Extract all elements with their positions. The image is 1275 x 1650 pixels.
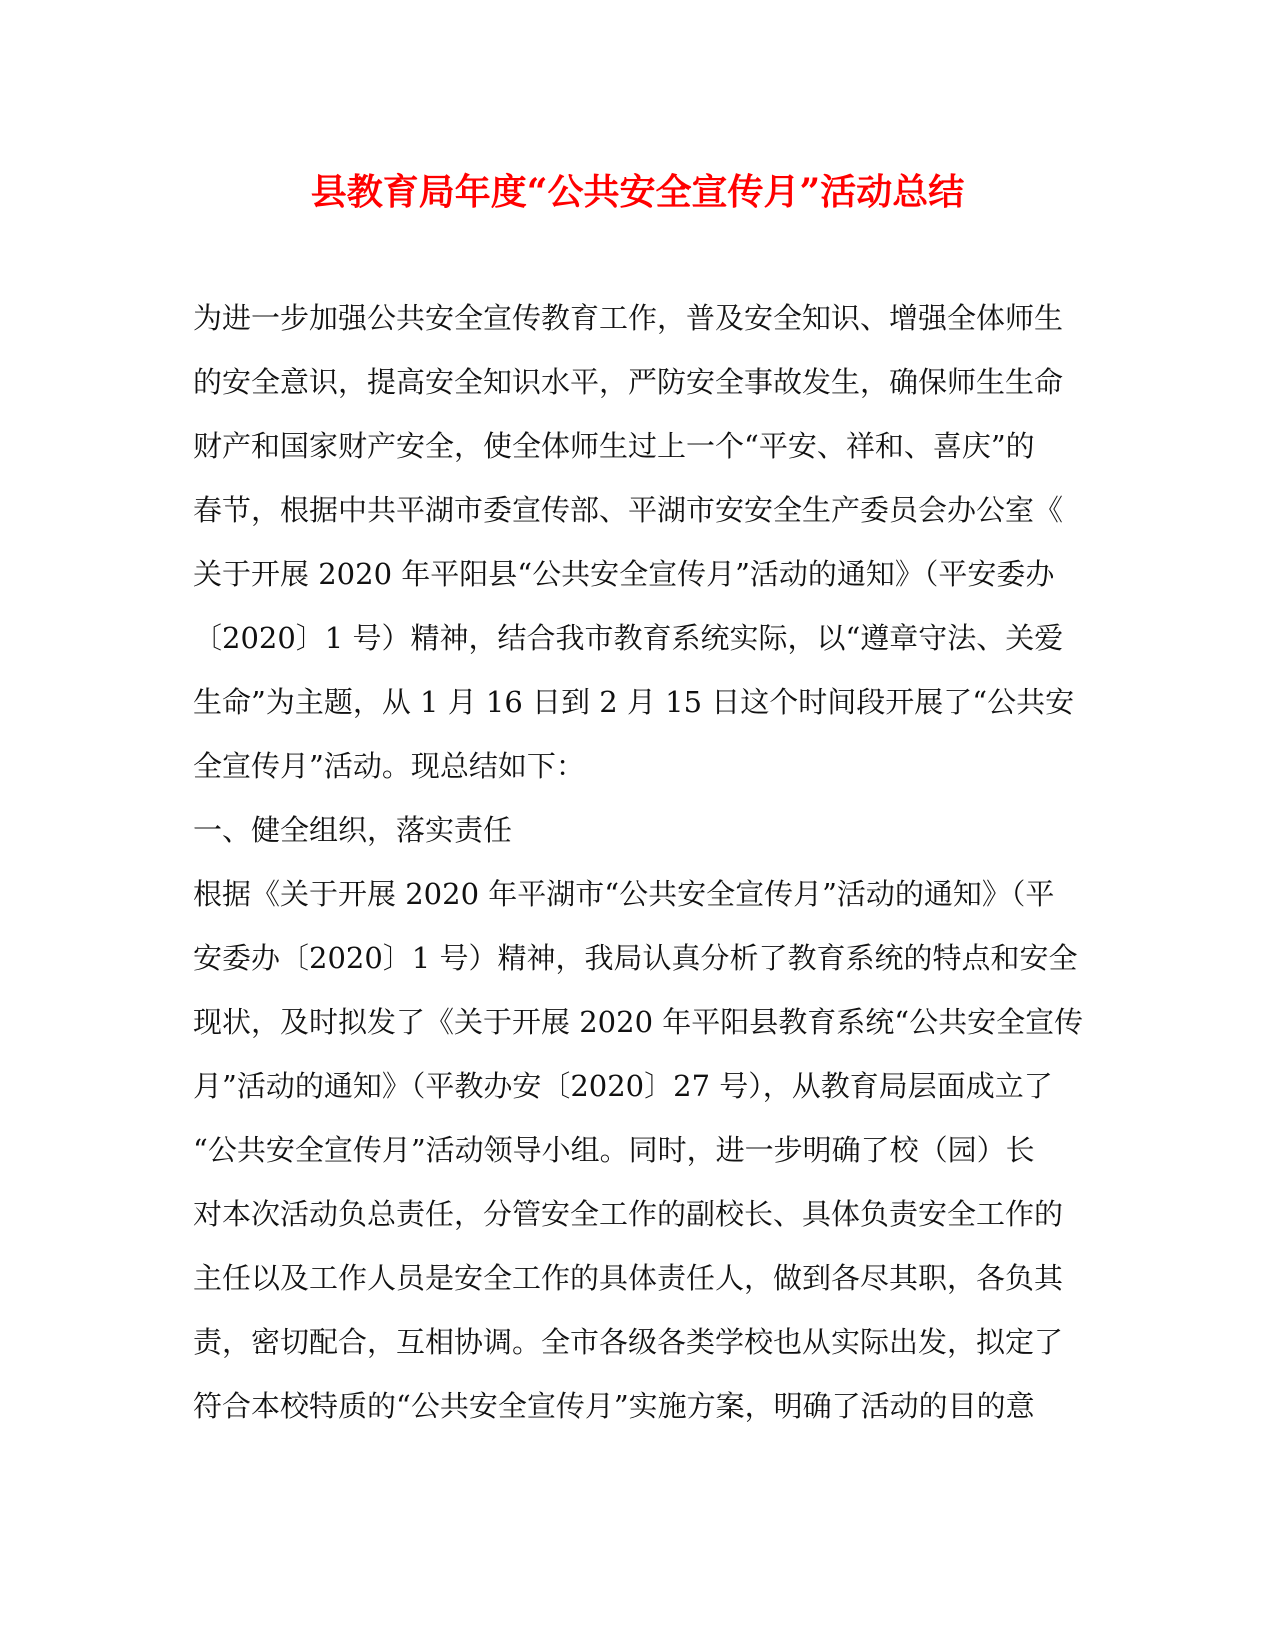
body-line: 生命”为主题，从 1 月 16 日到 2 月 15 日这个时间段开展了“公共安 (193, 685, 1075, 719)
body-line: 全宣传月”活动。现总结如下： (193, 749, 585, 783)
body-line: 为进一步加强公共安全宣传教育工作，普及安全知识、增强全体师生 (193, 301, 1064, 335)
body-line: 〔2020〕1 号）精神，结合我市教育系统实际，以“遵章守法、关爱 (193, 621, 1064, 655)
body-line: “公共安全宣传月”活动领导小组。同时，进一步明确了校（园）长 (193, 1133, 1035, 1167)
document-body (193, 286, 1084, 1438)
body-line: 安委办〔2020〕1 号）精神，我局认真分析了教育系统的特点和安全 (193, 941, 1078, 975)
document-title: 县教育局年度“公共安全宣传月”活动总结 (310, 171, 965, 213)
body-line: 春节，根据中共平湖市委宣传部、平湖市安安全生产委员会办公室《 (193, 493, 1064, 527)
body-line: 现状，及时拟发了《关于开展 2020 年平阳县教育系统“公共安全宣传 (193, 1005, 1084, 1039)
body-line: 关于开展 2020 年平阳县“公共安全宣传月”活动的通知》（平安委办 (193, 557, 1055, 591)
body-line: 符合本校特质的“公共安全宣传月”实施方案，明确了活动的目的意 (193, 1389, 1035, 1423)
body-line: 责，密切配合，互相协调。全市各级各类学校也从实际出发，拟定了 (193, 1325, 1064, 1359)
body-line: 月”活动的通知》（平教办安〔2020〕27 号），从教育局层面成立了 (193, 1069, 1053, 1103)
body-line: 财产和国家财产安全，使全体师生过上一个“平安、祥和、喜庆”的 (193, 429, 1035, 463)
body-line: 主任以及工作人员是安全工作的具体责任人，做到各尽其职，各负其 (193, 1261, 1064, 1295)
body-line: 的安全意识，提高安全知识水平，严防安全事故发生，确保师生生命 (193, 365, 1064, 399)
section-heading: 一、健全组织，落实责任 (193, 813, 513, 847)
body-line: 根据《关于开展 2020 年平湖市“公共安全宣传月”活动的通知》（平 (193, 877, 1055, 911)
body-line: 对本次活动负总责任，分管安全工作的副校长、具体负责安全工作的 (193, 1197, 1064, 1231)
